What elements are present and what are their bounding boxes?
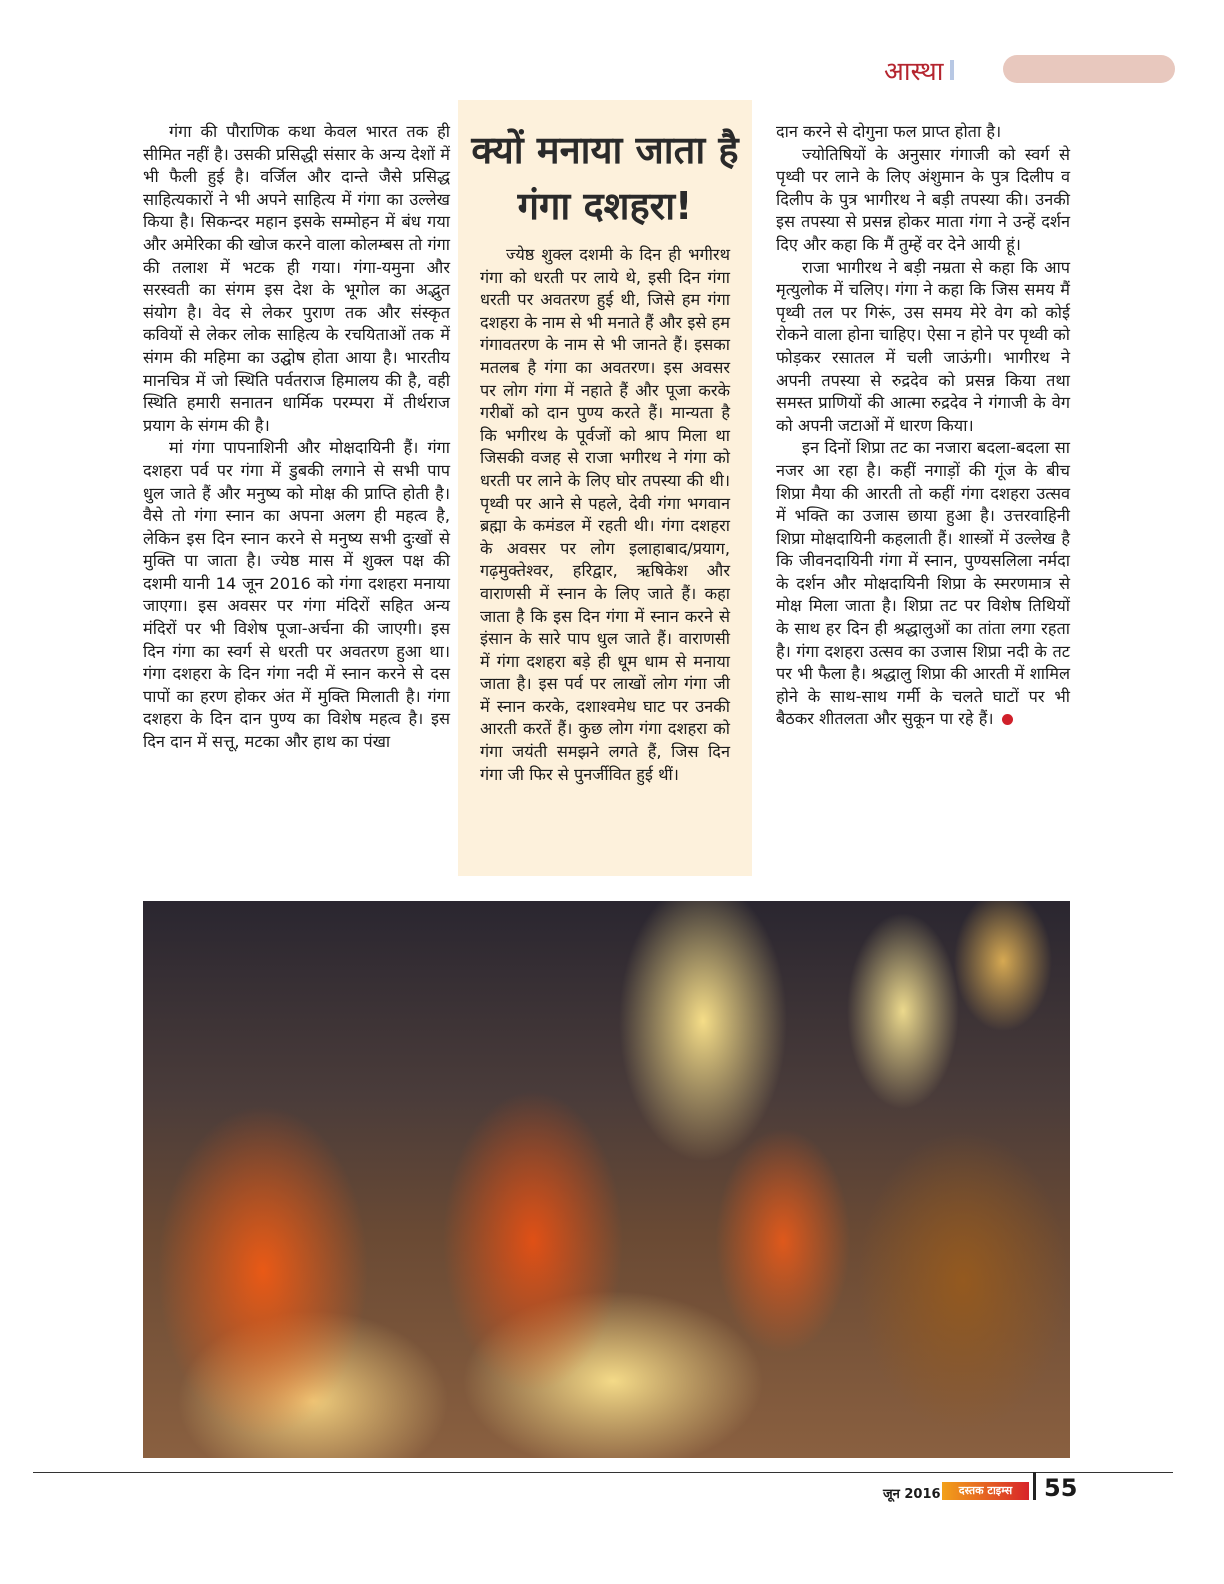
article-column-1 [143,121,450,754]
issue-date: जून 2016 [883,1487,941,1502]
article-column-3 [776,121,1070,731]
paragraph: दान करने से दोगुना फल प्राप्त होता है। [776,122,1002,141]
end-mark-icon [1002,714,1013,725]
footer-divider [1033,1472,1036,1500]
page-number: 55 [1044,1474,1078,1502]
paragraph: राजा भागीरथ ने बड़ी नम्रता से कहा कि आप मृत्युलोक में चलिए। गंगा ने कहा कि जिस समय मैं पृथ्वी तल पर गिरूं, उस समय मेरे वेग को कोई रोकने वाला होना चाहिए। ऐसा न होने पर पृथ्वी को फोड़कर रसातल में चली जाऊंगी। भागीरथ ने अपनी तपस्या से रुद्रदेव को प्रसन्न किया तथा समस्त प्राणियों की आत्मा रुद्रदेव ने गंगाजी के वेग को अपनी जटाओं में धारण किया। [776,257,1070,435]
paragraph: मां गंगा पापनाशिनी और मोक्षदायिनी हैं। गंगा दशहरा पर्व पर गंगा में डुबकी लगाने से सभी पाप धुल जाते हैं और मनुष्य को मोक्ष की प्राप्ति होती है। वैसे तो गंगा स्नान का अपना अलग ही महत्व है, लेकिन इस दिन स्नान करने से मनुष्य सभी दुःखों से मुक्ति पा जाता है। ज्येष्ठ मास में शुक्ल पक्ष की दशमी यानी 14 जून 2016 को गंगा दशहरा मनाया जाएगा। इस अवसर पर गंगा मंदिरों सहित अन्य मंदिरों पर भी विशेष पूजा-अर्चना की जाएगी। इस दिन गंगा का स्वर्ग से धरती पर अवतरण हुआ था। गंगा दशहरा के दिन गंगा नदी में स्नान करने से दस पापों का हरण होकर अंत में मुक्ति मिलाती है। गंगा दशहरा के दिन दान पुण्य का विशेष महत्व है। इस दिन दान में सत्तू, मटका और हाथ का पंखा [143,438,450,752]
sidebar-body [480,244,730,786]
section-divider [950,60,954,80]
header-decorative-pill [1003,55,1175,83]
ganga-aarti-photo [143,901,1070,1458]
paragraph-text: इन दिनों शिप्रा तट का नजारा बदला-बदला सा नजर आ रहा है। कहीं नगाड़ों की गूंज के बीच शिप्रा मैया की आरती तो कहीं गंगा दशहरा उत्सव में भक्ति का उजास छाया हुआ है। उत्तरवाहिनी शिप्रा मोक्षदायिनी कहलाती हैं। शास्त्रों में उल्लेख है कि जीवनदायिनी गंगा में स्नान, पुण्यसलिला नर्मदा के दर्शन और मोक्षदायिनी शिप्रा के स्मरणमात्र से मोक्ष मिला जाता है। शिप्रा तट पर विशेष तिथियों के साथ हर दिन ही श्रद्धालुओं का तांता लगा रहता है। गंगा दशहरा उत्सव का उजास शिप्रा नदी के तट पर भी फैला है। श्रद्धालु शिप्रा की आरती में शामिल होने के साथ-साथ गर्मी के चलते घाटों पर भी बैठकर शीतलता और सुकून पा रहे हैं। [776,438,1070,729]
paragraph: गंगा की पौराणिक कथा केवल भारत तक ही सीमित नहीं है। उसकी प्रसिद्धी संसार के अन्य देशों में भी फैली हुई है। वर्जिल और दान्ते जैसे प्रसिद्ध साहित्यकारों ने भी अपने साहित्य में गंगा का उल्लेख किया है। सिकन्दर महान इसके सम्मोहन में बंध गया और अमेरिका की खोज करने वाला कोलम्बस तो गंगा की तलाश में भटक ही गया। गंगा-यमुना और सरस्वती का संगम इस देश के भूगोल का अद्भुत संयोग है। वेद से लेकर पुराण तक और संस्कृत कवियों से लेकर लोक साहित्य के रचयिताओं तक में संगम की महिमा का उद्घोष होता आया है। भारतीय मानचित्र में जो स्थिति पर्वतराज हिमालय की है, वही स्थिति हमारी सनातन धार्मिक परम्परा में तीर्थराज प्रयाग के संगम की है। [143,122,450,435]
paragraph [776,437,1070,731]
paragraph: ज्येष्ठ शुक्ल दशमी के दिन ही भगीरथ गंगा को धरती पर लाये थे, इसी दिन गंगा धरती पर अवतरण हुई थी, जिसे हम गंगा दशहरा के नाम से भी मनाते हैं और इसे हम गंगावतरण के नाम से भी जानते हैं। इसका मतलब है गंगा का अवतरण। इस अवसर पर लोग गंगा में नहाते हैं और पूजा करके गरीबों को दान पुण्य करते हैं। मान्यता है कि भगीरथ के पूर्वजों को श्राप मिला था जिसकी वजह से राजा भगीरथ ने गंगा को धरती पर लाने के लिए घोर तपस्या की थी। पृथ्वी पर आने से पहले, देवी गंगा भगवान ब्रह्मा के कमंडल में रहती थी। गंगा दशहरा के अवसर पर लोग इलाहाबाद/प्रयाग, गढ़मुक्तेश्वर, हरिद्वार, ऋषिकेश और वाराणसी में स्नान के लिए जाते हैं। कहा जाता है कि इस दिन गंगा में स्नान करने से इंसान के सारे पाप धुल जाते हैं। वाराणसी में गंगा दशहरा बड़े ही धूम धाम से मनाया जाता है। इस पर्व पर लाखों लोग गंगा जी में स्नान करके, दशाश्वमेध घाट पर उनकी आरती करतें हैं। कुछ लोग गंगा दशहरा को गंगा जयंती समझने लगते हैं, जिस दिन गंगा जी फिर से पुनर्जीवित हुई थीं। [480,245,730,784]
sidebar-title: क्यों मनाया जाता है गंगा दशहरा! [471,128,739,228]
section-label: आस्था [884,57,944,87]
footer-rule [33,1472,1173,1473]
magazine-logo: दस्तक टाइम्स [942,1482,1029,1500]
paragraph: ज्योतिषियों के अनुसार गंगाजी को स्वर्ग से पृथ्वी पर लाने के लिए अंशुमान के पुत्र दिलीप व दिलीप के पुत्र भागीरथ ने बड़ी तपस्या की। उनकी इस तपस्या से प्रसन्न होकर माता गंगा ने उन्हें दर्शन दिए और कहा कि मैं तुम्हें वर देने आयी हूं। [776,144,1070,254]
